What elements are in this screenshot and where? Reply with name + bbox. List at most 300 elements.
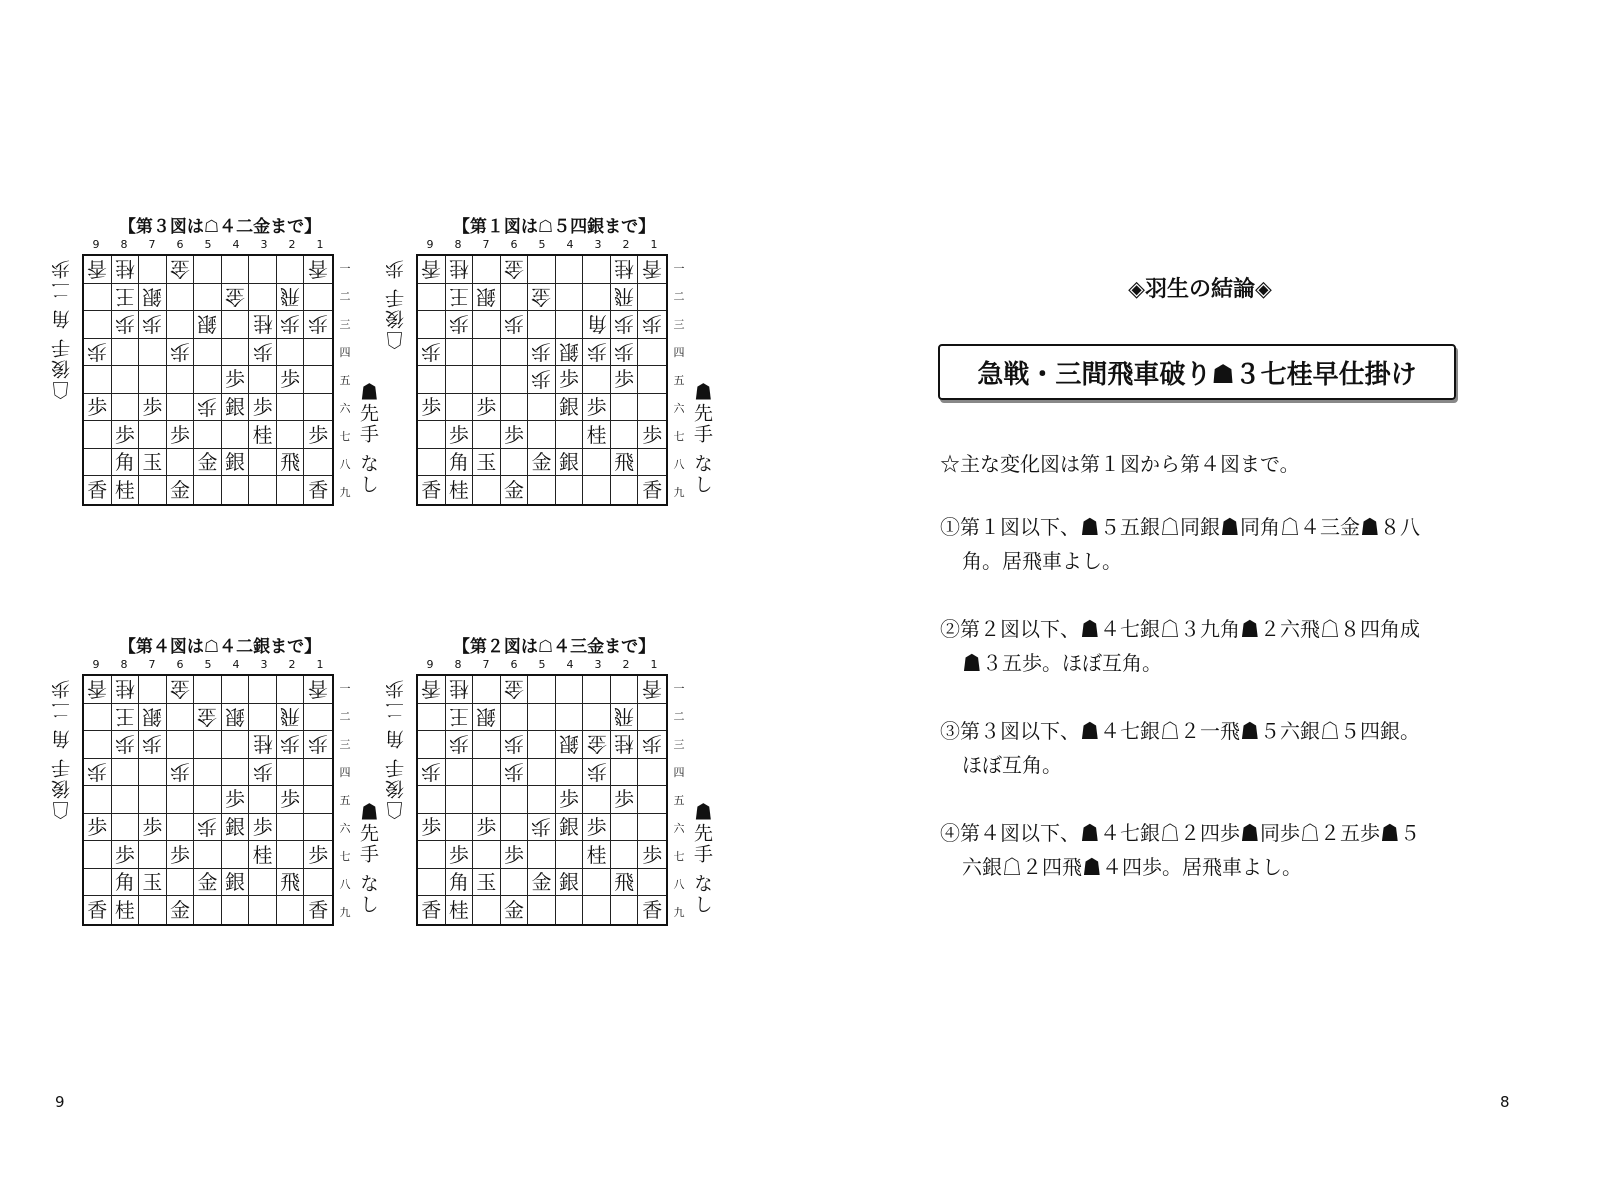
rank-label: 七 — [339, 850, 351, 863]
board-square — [611, 896, 639, 924]
gote-piece: 歩 — [114, 312, 135, 337]
board-square — [194, 841, 222, 869]
sente-piece: 歩 — [280, 787, 301, 812]
page-number-left: 9 — [55, 1093, 65, 1111]
rank-label: 四 — [673, 766, 685, 779]
board-square — [611, 256, 639, 284]
board-square — [638, 449, 666, 477]
board-square — [277, 449, 305, 477]
board-square — [418, 449, 446, 477]
board-square — [112, 421, 140, 449]
board-square — [446, 476, 474, 504]
board-square — [583, 339, 611, 367]
board-square — [473, 786, 501, 814]
board-square — [84, 449, 112, 477]
sente-piece: 香 — [421, 898, 442, 923]
file-label: 7 — [148, 658, 156, 671]
board-square — [139, 394, 167, 422]
variation-line: 六銀☖２四飛☗４四歩。居飛車よし。 — [962, 855, 1302, 879]
board-square — [84, 339, 112, 367]
gote-piece: 歩 — [87, 339, 108, 364]
gote-piece: 銀 — [142, 284, 163, 309]
board-square — [473, 449, 501, 477]
board-square — [583, 449, 611, 477]
board-square — [249, 394, 277, 422]
board-square — [139, 311, 167, 339]
board-square — [611, 366, 639, 394]
board-square — [304, 786, 332, 814]
board-square — [611, 339, 639, 367]
board-square — [528, 394, 556, 422]
board-square — [583, 731, 611, 759]
sente-piece: 桂 — [448, 478, 469, 503]
sente-piece: 銀 — [559, 815, 580, 840]
gote-piece: 歩 — [503, 732, 524, 757]
gote-piece: 歩 — [503, 312, 524, 337]
board-square — [84, 676, 112, 704]
board-square — [304, 704, 332, 732]
board-square — [446, 394, 474, 422]
board-square — [473, 339, 501, 367]
board-square — [277, 256, 305, 284]
board-square — [304, 841, 332, 869]
board-square — [222, 814, 250, 842]
file-label: 3 — [260, 658, 268, 671]
sente-piece: 歩 — [280, 367, 301, 392]
board-square — [249, 256, 277, 284]
page-number-right: 8 — [1500, 1093, 1510, 1111]
board-square — [501, 394, 529, 422]
sente-piece: 金 — [531, 450, 552, 475]
board-square — [139, 814, 167, 842]
board-square — [84, 256, 112, 284]
board-square — [583, 759, 611, 787]
rank-label: 七 — [673, 430, 685, 443]
board-square — [418, 284, 446, 312]
board-square — [222, 896, 250, 924]
variation-line: ④第４図以下、☗４七銀☖２四歩☗同歩☖２五歩☗５ — [940, 821, 1420, 845]
sente-piece: 桂 — [586, 422, 607, 447]
board-square — [167, 676, 195, 704]
board-square — [112, 256, 140, 284]
board-square — [112, 449, 140, 477]
board-square — [277, 311, 305, 339]
board-square — [501, 476, 529, 504]
board-square — [583, 786, 611, 814]
sente-piece: 飛 — [614, 870, 635, 895]
sente-piece: 歩 — [252, 395, 273, 420]
gote-piece: 歩 — [614, 339, 635, 364]
board-square — [473, 676, 501, 704]
board-square — [112, 284, 140, 312]
board-square — [84, 786, 112, 814]
board-square — [638, 476, 666, 504]
board-square — [84, 869, 112, 897]
gote-piece: 歩 — [114, 732, 135, 757]
sente-piece: 歩 — [559, 787, 580, 812]
sente-piece: 飛 — [614, 450, 635, 475]
board-square — [277, 759, 305, 787]
diagram-title: 【第４図は☖４二銀まで】 — [118, 637, 322, 657]
file-label: 6 — [510, 658, 518, 671]
board-square — [194, 814, 222, 842]
board-square — [277, 421, 305, 449]
gote-piece: 王 — [448, 704, 469, 729]
board-square — [556, 896, 584, 924]
rank-label: 一 — [339, 682, 351, 695]
board-square — [473, 731, 501, 759]
board-square — [277, 731, 305, 759]
board-square — [249, 731, 277, 759]
sente-hand: ☗先手 なし — [691, 802, 713, 916]
board-square — [167, 476, 195, 504]
rank-label: 一 — [673, 682, 685, 695]
sente-piece: 香 — [642, 478, 663, 503]
board-square — [249, 284, 277, 312]
board-square — [167, 284, 195, 312]
board-square — [528, 339, 556, 367]
board-square — [222, 421, 250, 449]
sente-piece: 角 — [114, 870, 135, 895]
board-square — [277, 841, 305, 869]
file-labels — [82, 658, 334, 674]
rank-label: 六 — [339, 402, 351, 415]
rank-label: 二 — [673, 710, 685, 723]
diagram-2 — [385, 632, 713, 942]
board-square — [556, 284, 584, 312]
sente-piece: 銀 — [225, 870, 246, 895]
sente-piece: 歩 — [114, 422, 135, 447]
gote-piece: 歩 — [169, 759, 190, 784]
sente-piece: 角 — [448, 450, 469, 475]
board-square — [638, 869, 666, 897]
board-square — [638, 731, 666, 759]
board-square — [194, 421, 222, 449]
sente-piece: 角 — [448, 870, 469, 895]
gote-piece: 金 — [225, 284, 246, 309]
rank-label: 八 — [339, 458, 351, 471]
board-square — [167, 704, 195, 732]
sente-piece: 香 — [87, 898, 108, 923]
board-square — [611, 421, 639, 449]
board-square — [84, 759, 112, 787]
file-label: 8 — [120, 658, 128, 671]
gote-piece: 桂 — [448, 257, 469, 282]
sente-piece: 飛 — [280, 870, 301, 895]
board-square — [446, 704, 474, 732]
board-square — [418, 786, 446, 814]
rank-label: 二 — [339, 710, 351, 723]
sente-piece: 銀 — [225, 450, 246, 475]
board-square — [418, 421, 446, 449]
board-square — [583, 814, 611, 842]
board-square — [304, 476, 332, 504]
board-square — [139, 421, 167, 449]
gote-piece: 歩 — [531, 367, 552, 392]
board-square — [473, 841, 501, 869]
board-square — [249, 869, 277, 897]
file-label: 8 — [454, 238, 462, 251]
board-square — [304, 366, 332, 394]
board-square — [501, 869, 529, 897]
board-square — [418, 841, 446, 869]
board-square — [473, 284, 501, 312]
board-square — [583, 704, 611, 732]
board-square — [556, 449, 584, 477]
board-square — [167, 814, 195, 842]
board-square — [638, 366, 666, 394]
board-square — [84, 394, 112, 422]
sente-piece: 歩 — [421, 395, 442, 420]
board-square — [277, 869, 305, 897]
gote-piece: 飛 — [614, 704, 635, 729]
board-square — [528, 759, 556, 787]
board-square — [139, 731, 167, 759]
board-square — [222, 704, 250, 732]
rank-label: 七 — [339, 430, 351, 443]
variation-line: ②第２図以下、☗４七銀☖３九角☗２六飛☖８四角成 — [940, 617, 1420, 641]
board-square — [473, 896, 501, 924]
gote-piece: 歩 — [503, 759, 524, 784]
file-label: 2 — [288, 658, 296, 671]
file-label: 5 — [204, 238, 212, 251]
board-square — [501, 841, 529, 869]
board-square — [556, 841, 584, 869]
board-square — [501, 421, 529, 449]
board-square — [473, 869, 501, 897]
rank-label: 七 — [673, 850, 685, 863]
gote-piece: 金 — [503, 257, 524, 282]
board-square — [249, 339, 277, 367]
sente-piece: 歩 — [142, 815, 163, 840]
board-square — [277, 704, 305, 732]
gote-piece: 歩 — [448, 732, 469, 757]
board-square — [638, 339, 666, 367]
board-square — [194, 786, 222, 814]
board-square — [446, 256, 474, 284]
board-square — [501, 676, 529, 704]
rank-label: 四 — [673, 346, 685, 359]
board-square — [112, 311, 140, 339]
board-square — [84, 731, 112, 759]
gote-piece: 王 — [448, 284, 469, 309]
board-square — [556, 421, 584, 449]
board-square — [112, 814, 140, 842]
board-square — [277, 394, 305, 422]
sente-piece: 金 — [503, 898, 524, 923]
file-labels — [82, 238, 334, 254]
rank-label: 九 — [673, 486, 685, 499]
board-square — [249, 814, 277, 842]
board-square — [418, 731, 446, 759]
file-label: 5 — [538, 658, 546, 671]
board-square — [277, 896, 305, 924]
sente-piece: 香 — [421, 478, 442, 503]
gote-piece: 歩 — [308, 312, 329, 337]
gote-piece: 桂 — [252, 732, 273, 757]
board-square — [583, 284, 611, 312]
file-label: 2 — [622, 658, 630, 671]
board-square — [167, 394, 195, 422]
rank-label: 六 — [339, 822, 351, 835]
file-label: 9 — [426, 238, 434, 251]
sente-piece: 歩 — [559, 367, 580, 392]
sente-piece: 桂 — [252, 422, 273, 447]
board-square — [112, 676, 140, 704]
board-square — [501, 759, 529, 787]
board-square — [611, 841, 639, 869]
file-label: 1 — [650, 238, 658, 251]
file-label: 4 — [566, 238, 574, 251]
gote-piece: 歩 — [642, 312, 663, 337]
sente-piece: 飛 — [280, 450, 301, 475]
board-square — [611, 814, 639, 842]
gote-piece: 桂 — [114, 677, 135, 702]
board-square — [139, 284, 167, 312]
variation-line: ①第１図以下、☗５五銀☖同銀☗同角☖４三金☗８八 — [940, 515, 1420, 539]
sente-piece: 銀 — [559, 870, 580, 895]
board-square — [112, 394, 140, 422]
gote-piece: 歩 — [586, 339, 607, 364]
file-label: 9 — [92, 658, 100, 671]
shogi-board — [416, 254, 668, 506]
board-square — [418, 704, 446, 732]
gote-piece: 金 — [531, 284, 552, 309]
file-label: 7 — [482, 238, 490, 251]
board-square — [139, 256, 167, 284]
board-square — [194, 704, 222, 732]
gote-piece: 歩 — [531, 339, 552, 364]
rank-label: 五 — [673, 374, 685, 387]
sente-piece: 歩 — [503, 422, 524, 447]
sente-piece: 歩 — [503, 842, 524, 867]
gote-piece: 歩 — [169, 339, 190, 364]
board-square — [167, 339, 195, 367]
board-square — [194, 256, 222, 284]
sente-piece: 玉 — [476, 870, 497, 895]
board-square — [611, 394, 639, 422]
board-square — [501, 731, 529, 759]
board-square — [473, 366, 501, 394]
board-square — [446, 366, 474, 394]
board-square — [446, 896, 474, 924]
board-square — [112, 731, 140, 759]
board-square — [249, 841, 277, 869]
rank-label: 五 — [339, 374, 351, 387]
diagram-title: 【第３図は☖４二金まで】 — [118, 217, 322, 237]
sente-piece: 香 — [308, 898, 329, 923]
sente-piece: 歩 — [476, 815, 497, 840]
board-square — [473, 311, 501, 339]
file-label: 6 — [176, 658, 184, 671]
board-square — [222, 869, 250, 897]
gote-piece: 歩 — [586, 759, 607, 784]
file-label: 9 — [92, 238, 100, 251]
sente-piece: 金 — [169, 478, 190, 503]
board-square — [418, 676, 446, 704]
board-square — [249, 759, 277, 787]
gote-piece: 歩 — [197, 815, 218, 840]
sente-hand: ☗先手 なし — [357, 382, 379, 496]
rank-labels — [672, 254, 686, 506]
shogi-board — [82, 674, 334, 926]
rank-label: 一 — [673, 262, 685, 275]
board-square — [501, 366, 529, 394]
title-box: 急戦・三間飛車破り☗３七桂早仕掛け — [938, 344, 1456, 400]
board-square — [167, 421, 195, 449]
board-square — [638, 841, 666, 869]
rank-label: 六 — [673, 402, 685, 415]
sente-piece: 歩 — [448, 422, 469, 447]
rank-label: 五 — [339, 794, 351, 807]
board-square — [84, 476, 112, 504]
board-square — [528, 814, 556, 842]
sente-piece: 歩 — [586, 815, 607, 840]
board-square — [501, 256, 529, 284]
board-square — [277, 366, 305, 394]
board-square — [84, 284, 112, 312]
variation-line: 角。居飛車よし。 — [962, 549, 1122, 573]
board-square — [556, 476, 584, 504]
board-square — [556, 759, 584, 787]
diagram-1 — [385, 212, 713, 522]
board-square — [194, 731, 222, 759]
board-square — [583, 869, 611, 897]
gote-piece: 歩 — [87, 759, 108, 784]
file-labels — [416, 238, 668, 254]
board-square — [418, 311, 446, 339]
board-square — [304, 449, 332, 477]
gote-piece: 王 — [114, 284, 135, 309]
board-square — [277, 786, 305, 814]
gote-hand: ☖後手 角 二歩 — [51, 258, 73, 401]
rank-label: 三 — [339, 318, 351, 331]
gote-piece: 香 — [421, 257, 442, 282]
board-square — [112, 869, 140, 897]
file-label: 5 — [204, 658, 212, 671]
gote-piece: 飛 — [280, 704, 301, 729]
rank-label: 四 — [339, 766, 351, 779]
diagram-4 — [51, 632, 379, 942]
sente-piece: 金 — [531, 870, 552, 895]
board-square — [167, 759, 195, 787]
board-square — [501, 896, 529, 924]
board-square — [528, 366, 556, 394]
board-square — [583, 311, 611, 339]
file-label: 2 — [288, 238, 296, 251]
board-square — [473, 476, 501, 504]
gote-piece: 歩 — [280, 312, 301, 337]
sente-piece: 歩 — [169, 422, 190, 447]
gote-piece: 桂 — [448, 677, 469, 702]
board-square — [473, 704, 501, 732]
board-square — [194, 311, 222, 339]
sente-piece: 歩 — [114, 842, 135, 867]
board-square — [638, 284, 666, 312]
board-square — [249, 896, 277, 924]
sente-piece: 歩 — [586, 395, 607, 420]
diagram-3 — [51, 212, 379, 522]
file-label: 1 — [316, 658, 324, 671]
gote-piece: 銀 — [476, 284, 497, 309]
board-square — [556, 869, 584, 897]
sente-piece: 歩 — [476, 395, 497, 420]
sente-piece: 金 — [197, 870, 218, 895]
gote-piece: 香 — [308, 257, 329, 282]
file-label: 5 — [538, 238, 546, 251]
board-square — [528, 731, 556, 759]
board-square — [222, 311, 250, 339]
